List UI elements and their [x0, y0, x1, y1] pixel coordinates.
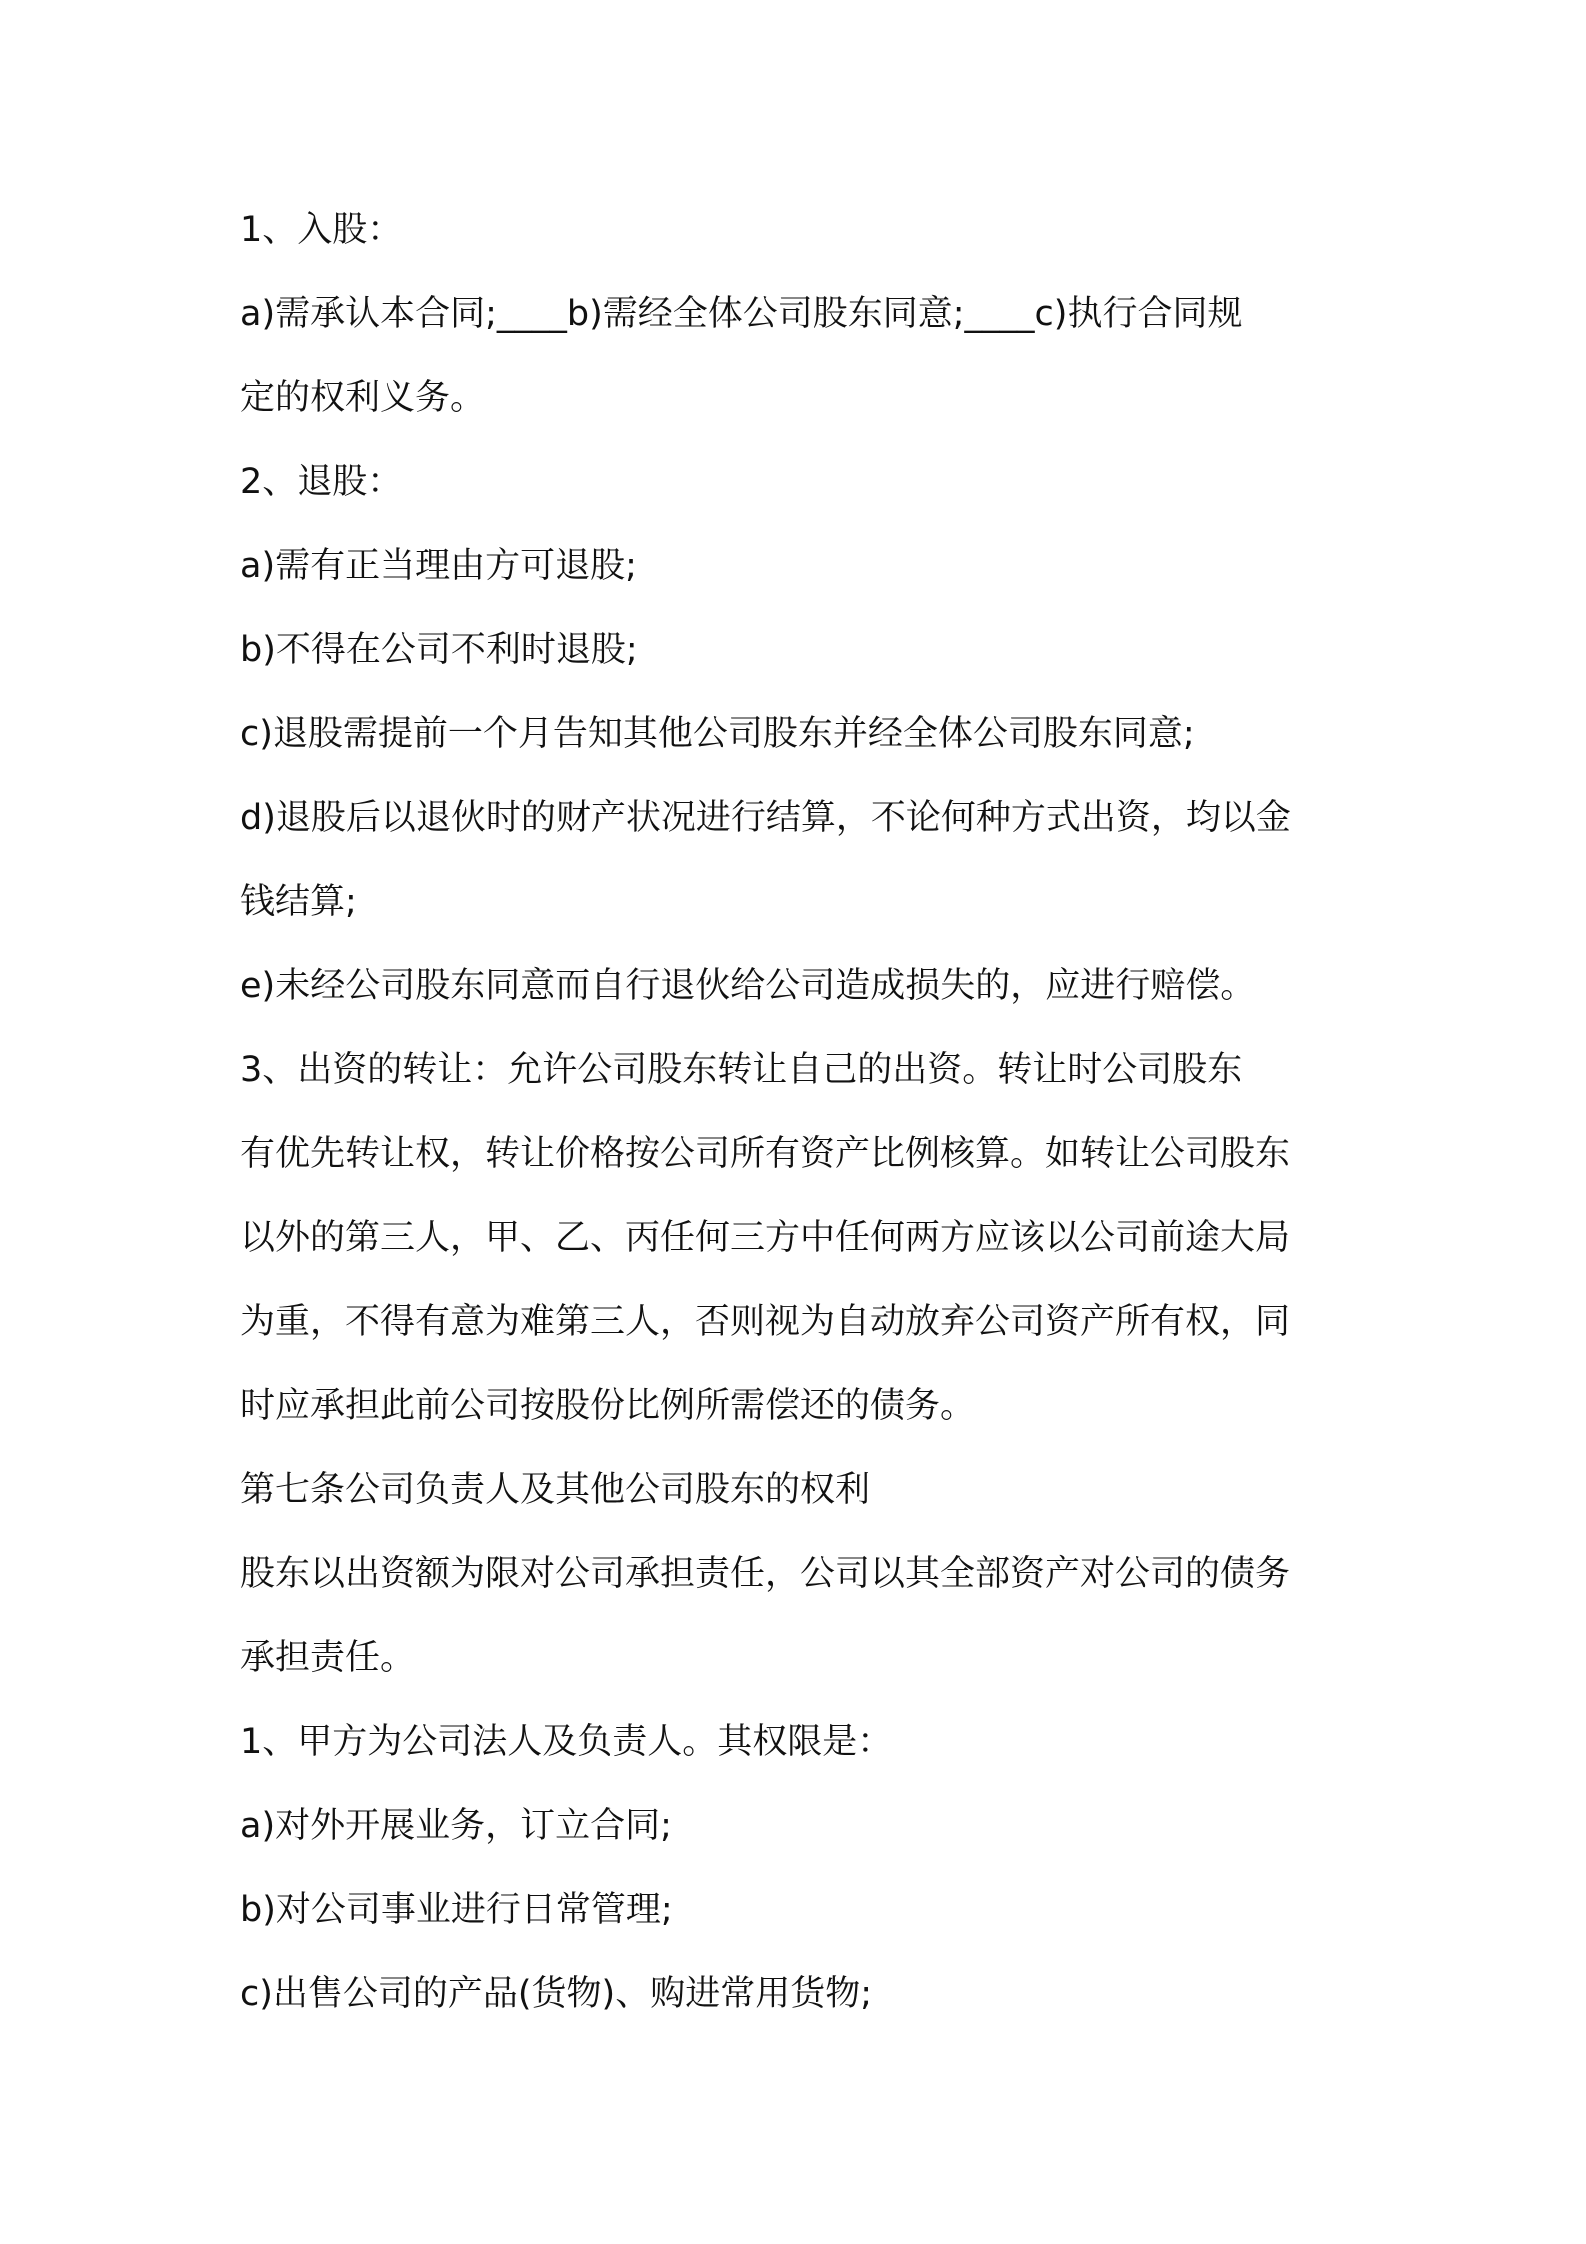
authority-item-a: a)对外开展业务，订立合同;: [240, 1806, 672, 1846]
withdraw-item-d-cont: 钱结算;: [240, 882, 357, 922]
withdraw-item-e: e)未经公司股东同意而自行退伙给公司造成损失的，应进行赔偿。: [240, 966, 1256, 1006]
clause-heading-join: 1、入股：: [240, 210, 403, 250]
transfer-clause-line-3: 以外的第三人，甲、乙、丙任何三方中任何两方应该以公司前途大局: [240, 1218, 1291, 1258]
liability-line-1: 股东以出资额为限对公司承担责任，公司以其全部资产对公司的债务: [240, 1554, 1291, 1594]
liability-line-2: 承担责任。: [240, 1638, 416, 1678]
authority-item-c: c)出售公司的产品(货物)、购进常用货物;: [240, 1974, 873, 2014]
join-conditions-line-cont: 定的权利义务。: [240, 378, 486, 418]
join-conditions-line: a)需承认本合同;____b)需经全体公司股东同意;____c)执行合同规: [240, 294, 1243, 334]
document-body: [240, 203, 1360, 2051]
transfer-clause-line-4: 为重，不得有意为难第三人，否则视为自动放弃公司资产所有权，同: [240, 1302, 1291, 1342]
party-a-authority-heading: 1、甲方为公司法人及负责人。其权限是：: [240, 1722, 893, 1762]
withdraw-item-b: b)不得在公司不利时退股;: [240, 630, 638, 670]
withdraw-item-a: a)需有正当理由方可退股;: [240, 546, 637, 586]
transfer-clause-line-1: 3、出资的转让：允许公司股东转让自己的出资。转让时公司股东: [240, 1050, 1243, 1090]
withdraw-item-d: d)退股后以退伙时的财产状况进行结算，不论何种方式出资，均以金: [240, 798, 1291, 838]
article-seven-heading: 第七条公司负责人及其他公司股东的权利: [240, 1470, 871, 1510]
withdraw-item-c: c)退股需提前一个月告知其他公司股东并经全体公司股东同意;: [240, 714, 1195, 754]
authority-item-b: b)对公司事业进行日常管理;: [240, 1890, 673, 1930]
transfer-clause-line-5: 时应承担此前公司按股份比例所需偿还的债务。: [240, 1386, 976, 1426]
transfer-clause-line-2: 有优先转让权，转让价格按公司所有资产比例核算。如转让公司股东: [240, 1134, 1291, 1174]
clause-heading-withdraw: 2、退股：: [240, 462, 403, 502]
